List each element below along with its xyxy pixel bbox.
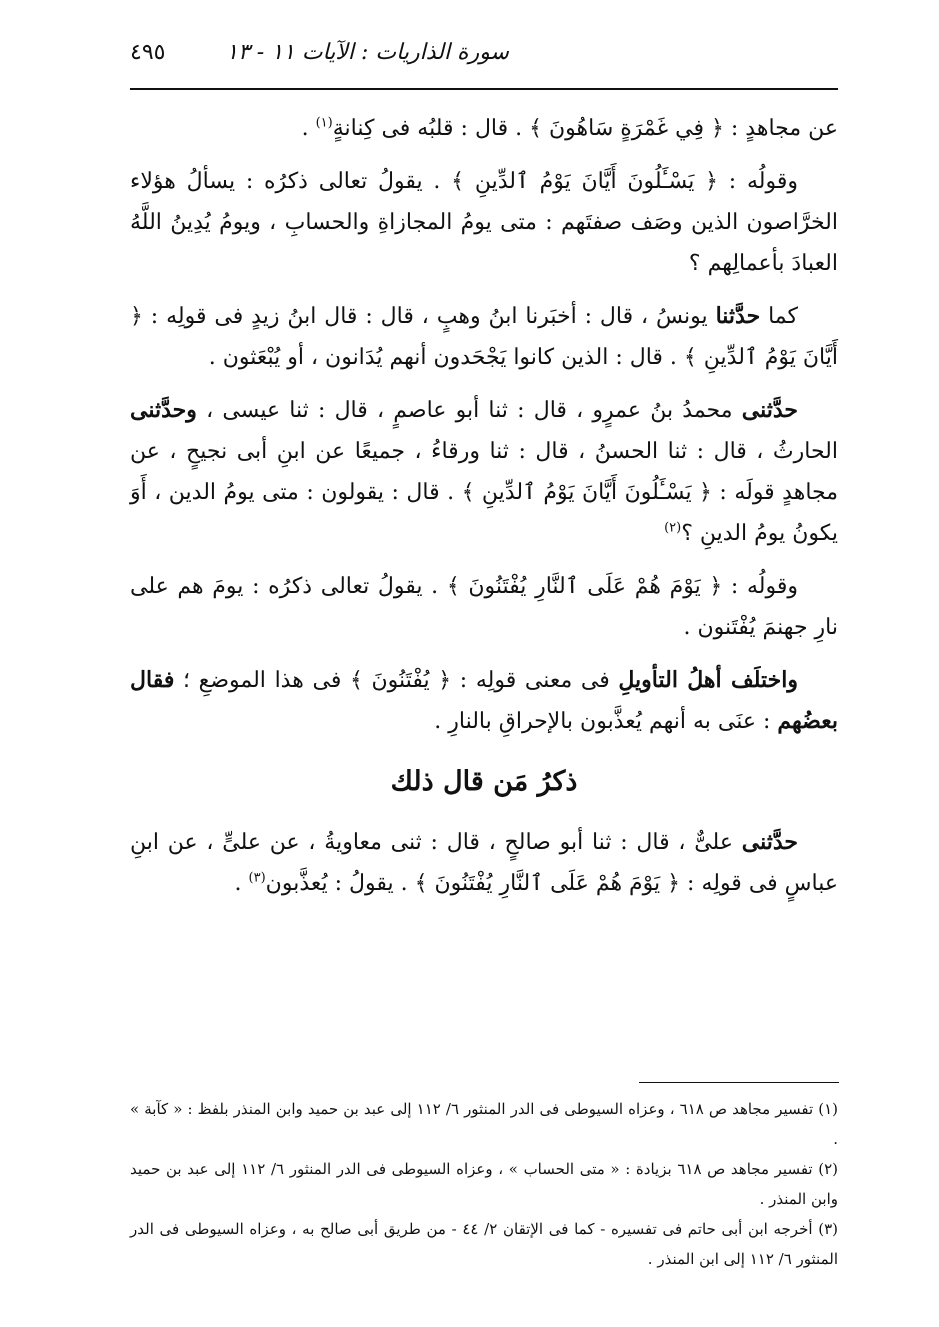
paragraph-2 (130, 161, 838, 284)
topic-keyword: فقال بعضُهم (130, 667, 838, 734)
running-title: سورة الذاريات : الآيات ١١ - ١٣ (226, 40, 509, 65)
paragraph-7 (130, 822, 838, 904)
paragraph-6 (130, 660, 838, 742)
text-run: . قال : الذين كانوا يَجْحَدون أنهم يُدَانون ، أو يُبْعَثون . (208, 345, 684, 370)
text-run: فى معنى قولِه : (451, 668, 619, 693)
quran-quote: ﴿ فِي غَمْرَةٍ سَاهُونَ ﴾ (529, 116, 724, 141)
footnote-ref[interactable]: (١) (315, 115, 333, 131)
text-run: عن مجاهدٍ : (723, 116, 838, 141)
quran-quote: ﴿ يَسْـَٔلُونَ أَيَّانَ يَوْمُ ٱلدِّينِ ﴾ (461, 480, 712, 505)
text-run: يونسُ ، قال : أخبَرنا ابنُ وهبٍ ، قال : قال ابنُ زيدٍ فى قولِه : (142, 304, 716, 329)
paragraph-4 (130, 390, 838, 554)
footnote-ref[interactable]: (٣) (248, 870, 266, 886)
text-run: وقولُه : (722, 574, 799, 599)
text-run: . يقولُ : يُعذَّبون (265, 871, 415, 896)
page-number: ٤٩٥ (130, 40, 166, 65)
footnote-ref[interactable]: (٢) (664, 520, 682, 536)
text-run: : عنَى به أنهم يُعذَّبون بالإحراقِ بالنارِ . (434, 709, 778, 734)
quran-quote: ﴿ أَيَّانَ يَوْمُ ٱلدِّينِ ﴾ (130, 304, 838, 370)
paragraph-3 (130, 296, 838, 378)
topic-keyword: واختلَف أهلُ التأويلِ (618, 667, 798, 693)
text-run: . (301, 116, 316, 141)
text-run: . يقولُ تعالى ذكرُه : يومَ هم على نارِ جهنمَ يُفْتَنون . (130, 574, 838, 640)
text-run: الحارثُ ، قال : ثنا الحسنُ ، قال : ثنا ورقاءُ ، جميعًا عن ابنِ أبى نجيحٍ ، عن مجاهدٍ قولَه : (130, 439, 839, 505)
text-run: علىٌّ ، قال : ثنا أبو صالحٍ ، قال : ثنى معاويةُ ، عن علىٍّ ، عن ابنِ عباسٍ فى قولِه : (130, 830, 838, 896)
quran-quote: ﴿ يُفْتَنُونَ ﴾ (349, 668, 452, 693)
text-run: فى هذا الموضعِ ؛ (174, 668, 350, 693)
page-header (130, 38, 809, 80)
text-run: محمدُ بنُ عمرٍو ، قال : ثنا أبو عاصمٍ ، قال : ثنا عيسى ، (196, 398, 742, 423)
header-rule (130, 88, 838, 90)
section-heading: ذكرُ مَن قال ذلك (390, 766, 578, 797)
paragraph-1 (130, 108, 838, 149)
text-run: . قال : قلبُه فى كِنانةٍ (332, 116, 530, 141)
quran-quote: ﴿ يَوْمَ هُمْ عَلَى ٱلنَّارِ يُفْتَنُونَ ﴾ (414, 871, 681, 896)
footnote-3: (٣) أخرجه ابن أبى حاتم فى تفسيره - كما فى الإتقان ٢/ ٤٤ - من طريق أبى صالح به ، وعزاه السيوطى فى الدر المنثور ٦/ ١١٢ إلى ابن المنذر . (130, 1220, 838, 1268)
footnotes (130, 1094, 838, 1274)
main-text (130, 108, 838, 916)
quran-quote: ﴿ يَوْمَ هُمْ عَلَى ٱلنَّارِ يُفْتَنُونَ ﴾ (446, 574, 723, 599)
isnad-keyword: حدَّثنى (741, 829, 798, 855)
text-run: . يقولُ تعالى ذكرُه : يسألُ هؤلاء الخرَّاصون الذين وصَف صفتَهم : متى يومُ المجازاةِ والحسابِ ، ويومُ يُدِينُ اللَّهُ العبادَ بأعمالِهم ؟ (130, 169, 838, 276)
isnad-keyword: حدَّثنا (715, 303, 761, 329)
isnad-keyword: وحدَّثنى (130, 397, 197, 423)
text-run: وقولُه : (718, 169, 798, 194)
text-run: . (234, 871, 249, 896)
text-run: كما (760, 304, 799, 329)
footnote-rule (639, 1082, 839, 1083)
quran-quote: ﴿ يَسْـَٔلُونَ أَيَّانَ يَوْمُ ٱلدِّينِ ﴾ (451, 169, 719, 194)
footnote-1: (١) تفسير مجاهد ص ٦١٨ ، وعزاه السيوطى فى الدر المنثور ٦/ ١١٢ إلى عبد بن حميد وابن المنذر بلفظ : « كآبة » . (130, 1100, 839, 1148)
footnote-2: (٢) تفسير مجاهد ص ٦١٨ بزيادة : « متى الحساب » ، وعزاه السيوطى فى الدر المنثور ٦/ ١١٢ إلى عبد بن حميد وابن المنذر . (130, 1160, 839, 1208)
text-run: . قال : يقولون : متى يومُ الدين ، أَوَ يكونُ يومُ الدينِ ؟ (130, 480, 838, 546)
isnad-keyword: حدَّثنى (741, 397, 798, 423)
paragraph-5 (130, 566, 838, 648)
